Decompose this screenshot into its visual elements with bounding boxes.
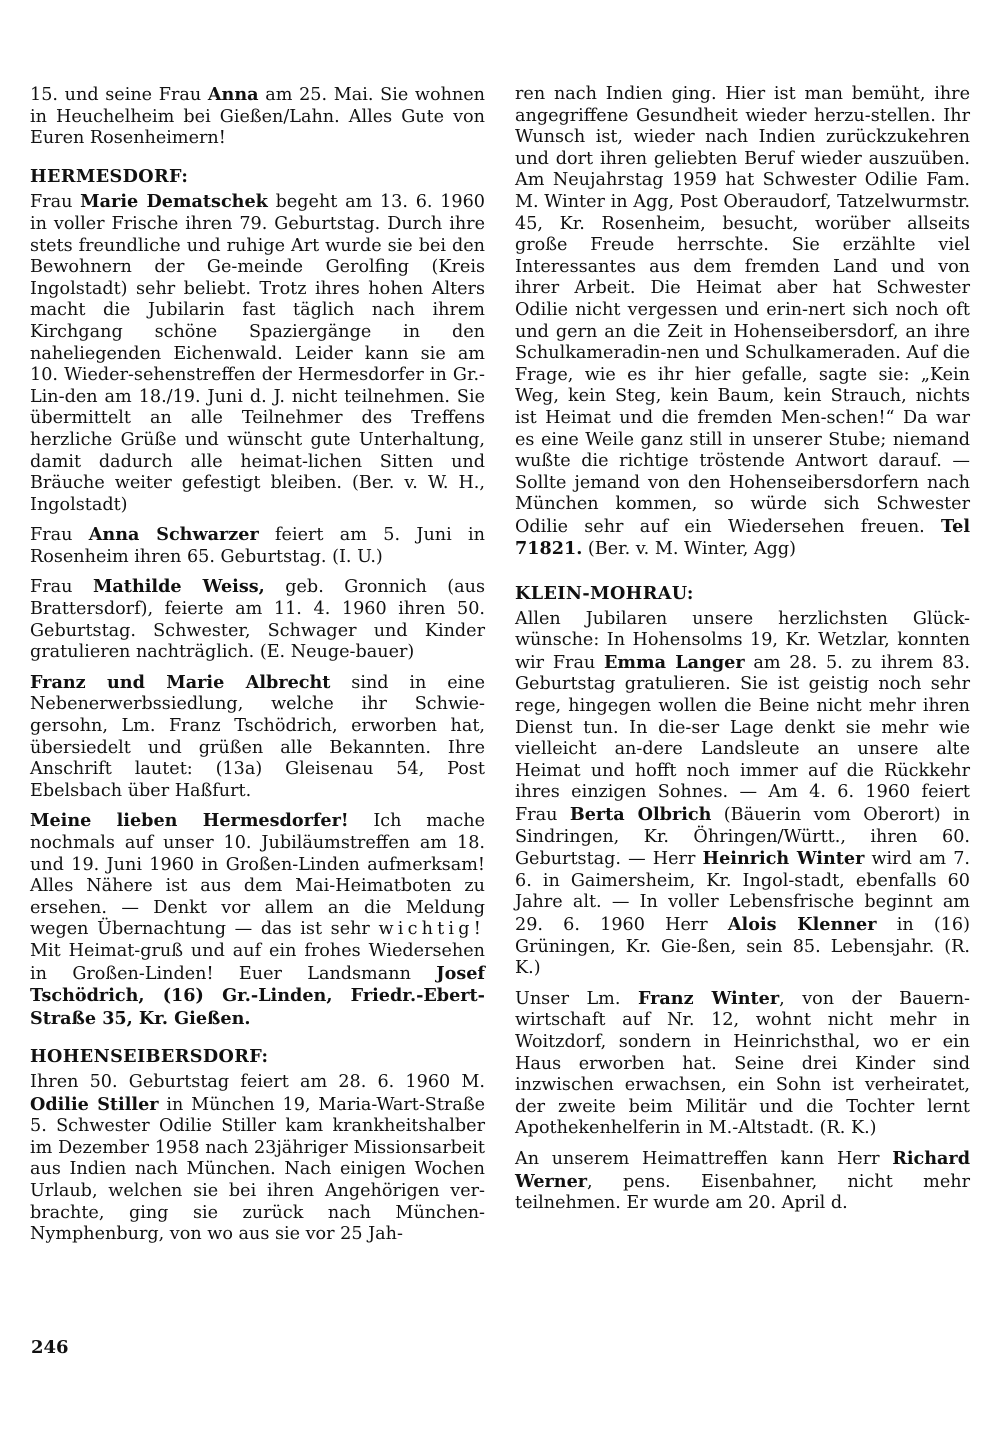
text-run: wird am 7. 6. in Gaimersheim, Kr. Ingol-stadt, ebenfalls 60 Jahre alt. — In voller Lebensfrische beginnt am 29. 6. 1960 Herr — [515, 849, 970, 935]
bold-name: Mathilde Weiss, — [92, 576, 265, 598]
text-run: geb. Gronnich (aus Brattersdorf), feierte am 11. 4. 1960 ihren 50. Geburtstag. Schwester, Schwager und Kinder gratulieren nachträglich. (E. Neuge-bauer) — [30, 577, 486, 663]
text-run: in München 19, Maria-Wart-Straße 5. Schwester Odilie Stiller kam krankheitshalber im Dezember 1958 nach 23jähriger Missionsarbeit aus Indien nach München. Nach einigen Wochen Urlaub, welchen sie bei ihren Angehörigen ver-brachte, ging sie zurück nach München-Nymphenburg, von wo aus sie vor 25 Jah- — [30, 1094, 485, 1245]
text-run: An unserem Heimattreffen kann Herr — [515, 1148, 893, 1169]
hermesdorf-paragraph-2 — [30, 524, 485, 568]
text-run: , von der Bauern-wirtschaft auf Nr. 12, wohnt nicht mehr in Woitzdorf, sondern in Heinrichsthal, wo er ein Haus erworben hat. Seine drei Kinder sind inzwischen erwachsen, ein Sohn ist verheiratet, der zweite beim Militär und die Tochter lernt Apothekenhelferin in M.-Altstadt. (R. K.) — [515, 988, 970, 1139]
bold-name: Odilie Stiller — [30, 1093, 159, 1115]
text-run: Frau — [30, 577, 93, 598]
text-run: (Bäuerin vom Oberort) in Sindringen, Kr. Öhringen/Württ., ihren 60. Geburtstag. — Herr — [515, 805, 970, 870]
klein-mohrau-paragraph-2 — [515, 988, 970, 1140]
bold-name: Franz und Marie Albrecht — [30, 671, 331, 693]
bold-name: Franz Winter — [637, 987, 780, 1009]
text-run: ren nach Indien ging. Hier ist man bemüht, ihre angegriffene Gesundheit wieder herzu-stellen. Ihr Wunsch ist, wieder nach Indien zurückzukehren und dort ihren geliebten Beruf wieder auszuüben. Am Neujahrstag 1959 hat Schwester Odilie Fam. M. Winter in Agg, Post Oberaudorf, Tatzelwurmstr. 45, Kr. Rosenheim, besucht, worüber allseits große Freude herrschte. Sie erzählte viel Interessantes aus dem fremden Land und von ihrer Arbeit. Die Heimat aber hat Schwester Odilie nicht vergessen und erin-nert sich noch oft und gern an die Zeit in Hohenseibersdorf, an ihre Schulkameradin-nen und Schulkameraden. Auf die Frage, wie es ihr hier gefalle, sagte sie: „Kein Weg, kein Steg, kein Baum, kein Strauch, nichts ist Heimat und die fremden Men-schen!“ Da war es eine Weile ganz still in unserer Stube; niemand wußte die richtige tröstende Antwort darauf. — Sollte jemand von den Hohenseibersdorfern nach München kommen, so würde sich Schwester Odilie sehr auf ein Wiedersehen freuen. — [515, 84, 970, 537]
section-heading-klein-mohrau: KLEIN-MOHRAU: — [515, 583, 694, 605]
hohenseibersdorf-paragraph-1 — [30, 1072, 485, 1246]
bold-name: Anna Schwarzer — [88, 524, 259, 546]
text-run: Frau — [30, 192, 81, 213]
continuation-paragraph — [515, 84, 970, 561]
klein-mohrau-paragraph-1 — [515, 609, 970, 980]
text-run: am 25. Mai. Sie wohnen in Heuchelheim bei Gießen/Lahn. Alles Gute von Euren Rosenheimern! — [30, 85, 485, 149]
left-column — [30, 84, 485, 1254]
bold-name: Meine lieben Hermesdorfer! — [30, 810, 349, 832]
hermesdorf-paragraph-3 — [30, 576, 485, 663]
text-run: Mit Heimat-gruß und auf ein frohes Wiedersehen in Großen-Linden! Euer Landsmann — [30, 940, 485, 984]
hermesdorf-paragraph-4 — [30, 672, 485, 803]
text-run: sind in eine Nebenerwerbssiedlung, welche ihr Schwie-gersohn, Lm. Franz Tschödrich, erworben hat, übersiedelt und grüßen alle Bekannten. Ihre Anschrift lautet: (13a) Gleisenau 54, Post Ebelsbach über Haßfurt. — [30, 672, 485, 801]
text-run: Ich mache nochmals auf unser 10. Jubiläumstreffen am 18. und 19. Juni 1960 in Großen-Linden aufmerksam! Alles Nähere ist aus dem Mai-Heimatboten zu ersehen. — Denkt vor allem an die Meldung wegen Übernachtung — das ist sehr — [30, 811, 485, 940]
bold-name: Richard Werner — [515, 1147, 970, 1192]
bold-name: Berta Olbrich — [569, 804, 712, 825]
page-number: 246 — [31, 1337, 69, 1358]
text-run: Ihren 50. Geburtstag feiert am 28. 6. 1960 M. — [30, 1071, 485, 1092]
bold-name: Marie Dematschek — [80, 191, 268, 213]
text-run: (Ber. v. M. Winter, Agg) — [582, 539, 797, 560]
right-column — [515, 84, 970, 1223]
bold-name: Josef Tschödrich, (16) Gr.-Linden, Friedr.-Ebert-Straße 35, Kr. Gießen. — [30, 962, 485, 1029]
text-run: 15. und seine Frau — [30, 85, 208, 105]
bold-name: Heinrich Winter — [702, 848, 865, 870]
text-run: Frau — [30, 525, 89, 546]
hermesdorf-paragraph-1 — [30, 191, 485, 516]
text-run: , pens. Eisenbahner, nicht mehr teilnehmen. Er wurde am 20. April d. — [515, 1171, 970, 1214]
text-run: Unser Lm. — [515, 988, 638, 1009]
section-heading-hermesdorf: HERMESDORF: — [30, 165, 189, 187]
text-run: begeht am 13. 6. 1960 in voller Frische ihren 79. Geburtstag. Durch ihre stets freundliche und ruhige Art wurde sie bei den Bewohnern der Ge-meinde Gerolfing (Kreis Ingolstadt) sehr beliebt. Trotz ihres hohen Alters macht die Jubilarin fast täglich nach ihrem Kirchgang schöne Spaziergänge in den naheliegenden Eichenwald. Leider kann sie am 10. Wieder-sehenstreffen der Hermesdorfer in Gr.-Lin-den am 18./19. Juni d. J. nicht teilnehmen. Sie übermittelt an alle Teilnehmer des Treffens herzliche Grüße und wünscht gute Unterhaltung, damit dadurch alle heimat-lichen Sitten und Bräuche weiter gefestigt bleiben. (Ber. v. W. H., Ingolstadt) — [30, 192, 485, 515]
hermesdorf-paragraph-5 — [30, 810, 485, 1030]
klein-mohrau-paragraph-3 — [515, 1148, 970, 1215]
bold-name: Anna — [207, 84, 259, 105]
bold-name: Emma Langer — [604, 651, 745, 673]
intro-paragraph — [30, 84, 485, 150]
spaced-emphasis: wichtig! — [378, 919, 485, 940]
bold-phone: Tel 71821. — [515, 515, 970, 560]
section-heading-hohenseibersdorf: HOHENSEIBERSDORF: — [30, 1046, 269, 1068]
text-run: feiert am 5. Juni in Rosenheim ihren 65. Geburtstag. (I. U.) — [30, 525, 486, 567]
text-run: am 28. 5. zu ihrem 83. Geburtstag gratulieren. Sie ist geistig noch sehr rege, hingegen wollen die Beine nicht mehr ihren Dienst tun. In die-ser Lage denkt sie mehr wie vielleicht an-dere Landsleute an unsere alte Heimat und hofft noch immer auf die Rückkehr ihres einzigen Sohnes. — Am 4. 6. 1960 feiert Frau — [515, 652, 970, 825]
text-run: in (16) Grüningen, Kr. Gie-ßen, sein 85. Lebensjahr. (R. K.) — [515, 914, 970, 979]
bold-name: Alois Klenner — [727, 913, 877, 935]
text-run: Allen Jubilaren unsere herzlichsten Glück-wünsche: In Hohensolms 19, Kr. Wetzlar, konnten wir Frau — [515, 608, 970, 673]
